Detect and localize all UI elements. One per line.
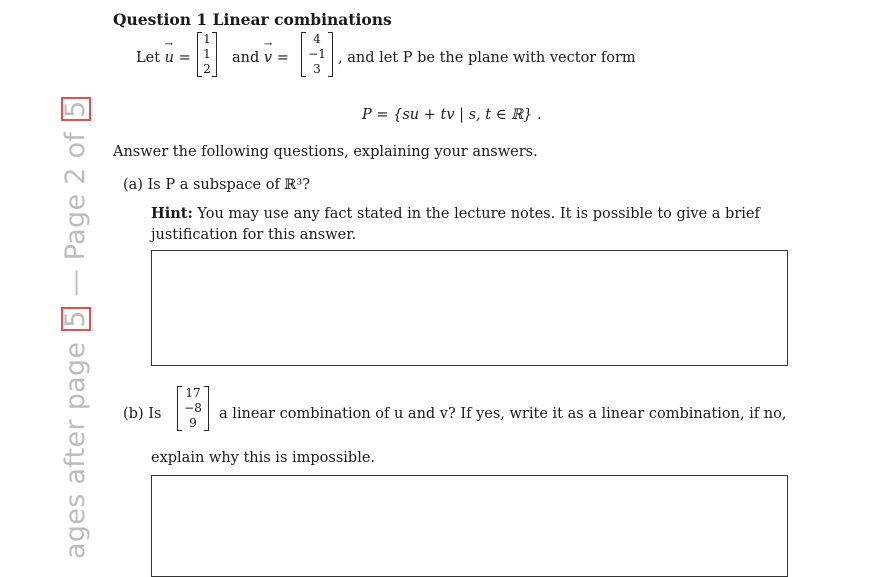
part-b-text-continued: explain why this is impossible.: [151, 450, 376, 466]
b-component-3: 9: [189, 416, 197, 430]
part-b-label-line: [123, 406, 161, 422]
u-equals: =: [178, 50, 191, 66]
part-a-question: [123, 177, 310, 193]
instructions: Answer the following questions, explaining your answers.: [113, 144, 538, 160]
u-symbol: → u: [165, 50, 174, 66]
b-component-2: −8: [184, 401, 202, 415]
footer-page-link-b[interactable]: 5: [61, 97, 91, 120]
let-text: Let: [136, 50, 161, 66]
part-b-is: Is: [148, 406, 162, 422]
v-equals: =: [276, 50, 289, 66]
plane-equation: P = {su + tv | s, t ∈ ℝ} .: [362, 107, 542, 123]
plane-description: , and let P be the plane with vector form: [338, 50, 636, 66]
part-b-text: a linear combination of u and v? If yes, write it as a linear combination, if no,: [219, 406, 787, 422]
hint-text: You may use any fact stated in the lecture notes. It is possible to give a brief justification for this answer.: [151, 206, 760, 243]
v-vector-matrix: [301, 32, 333, 77]
u-component-2: 1: [203, 47, 211, 61]
v-component-1: 4: [313, 32, 321, 46]
v-component-2: −1: [308, 47, 326, 61]
part-a-text: Is P a subspace of ℝ³?: [147, 177, 311, 193]
v-symbol: → v: [264, 50, 272, 66]
part-a-answer-box[interactable]: [151, 250, 788, 366]
footer-middle: — Page 2 of: [60, 131, 91, 297]
u-vector-matrix: [197, 32, 217, 77]
and-v-line: [232, 50, 289, 66]
b-component-1: 17: [185, 386, 201, 400]
and-text: and: [232, 50, 260, 66]
rotated-page-footer: [56, 0, 96, 559]
footer-page-link-a[interactable]: 5: [61, 307, 91, 330]
part-b-label: (b): [123, 406, 144, 422]
footer-prefix: ages after page: [60, 341, 91, 559]
hint-label: Hint:: [151, 205, 193, 222]
part-b-answer-box[interactable]: [151, 475, 788, 577]
part-a-label: (a): [123, 177, 143, 193]
u-component-3: 2: [203, 62, 211, 76]
u-component-1: 1: [203, 32, 211, 46]
let-line: [136, 50, 191, 66]
v-component-3: 3: [313, 62, 321, 76]
question-title: Question 1 Linear combinations: [113, 10, 392, 29]
part-b-vector-matrix: [177, 386, 209, 431]
part-a-hint: [151, 203, 791, 246]
